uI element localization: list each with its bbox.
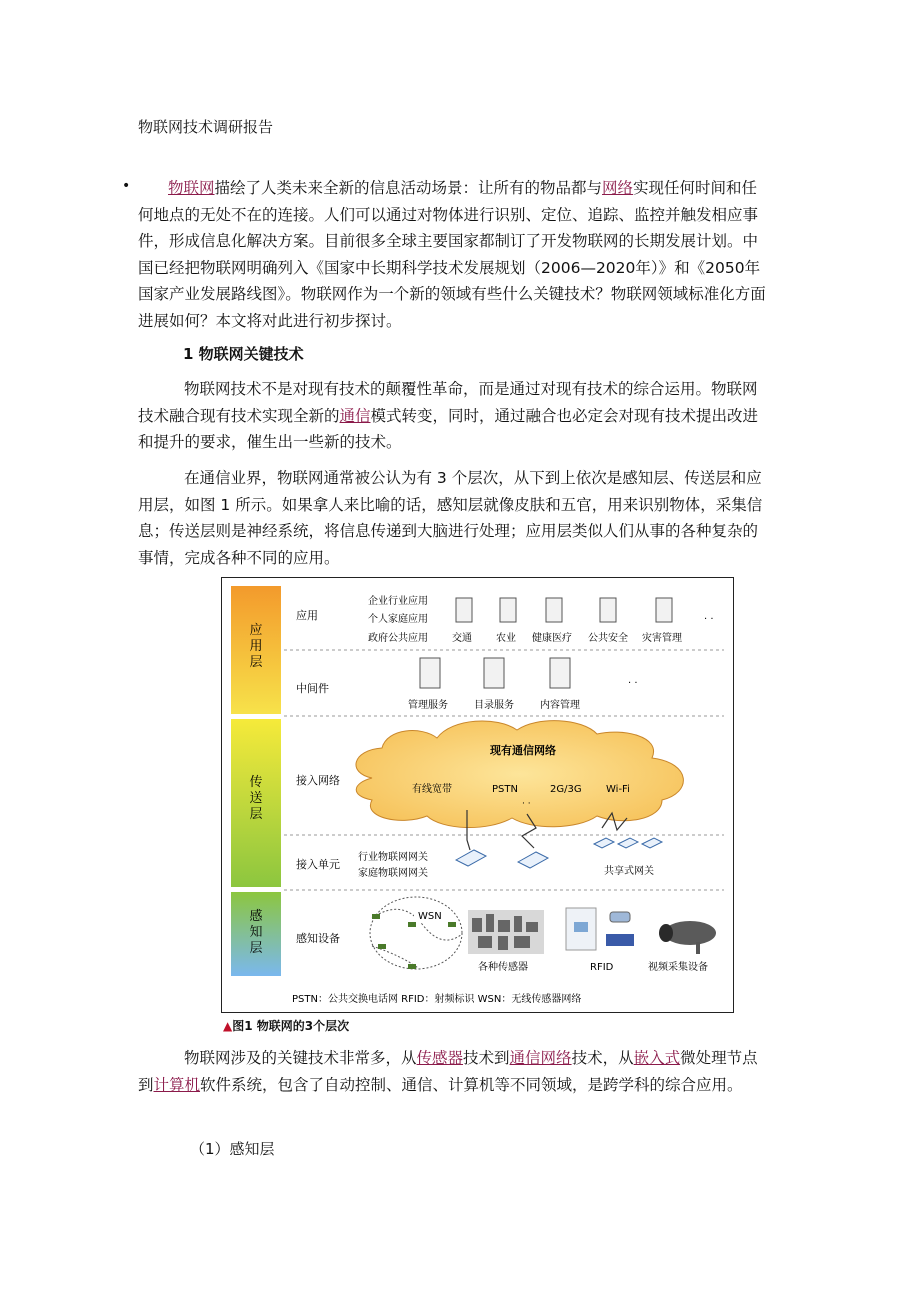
iot-diagram: [222, 578, 733, 1012]
wsn-label: WSN: [418, 911, 442, 922]
link-computer[interactable]: 计算机: [153, 1075, 201, 1094]
subsection-heading: （1）感知层: [190, 1140, 275, 1158]
row-label-access-net: 接入网络: [296, 774, 340, 787]
caption-marker-icon: ▲: [223, 1019, 233, 1033]
bullet-marker: •: [122, 178, 131, 194]
link-iot[interactable]: 物联网: [168, 179, 215, 197]
mw-item-content: 内容管理: [540, 700, 580, 711]
cloud-title: 现有通信网络: [490, 744, 556, 757]
unit-item-home: 家庭物联网网关: [358, 868, 428, 879]
server-icon: [500, 598, 516, 622]
cloud-item-pstn: PSTN: [492, 784, 518, 795]
link-comm-network[interactable]: 通信网络: [509, 1049, 572, 1067]
mw-item-management: 管理服务: [408, 700, 448, 711]
app-item-government: 政府公共应用: [368, 633, 428, 644]
gateway-icon: [518, 852, 548, 868]
sensors-photo: [468, 910, 544, 954]
mw-item-directory: 目录服务: [474, 700, 514, 711]
section-heading: 1 物联网关键技术: [183, 345, 304, 363]
wsn-mesh: [370, 897, 462, 969]
paragraph-3: 物联网涉及的关键技术非常多，从传感器技术到通信网络技术，从嵌入式微处理节点到计算机软件系统，包含了自动控制、通信、计算机等不同领域，是跨学科的综合应用。: [138, 1049, 758, 1094]
server-icon: [600, 598, 616, 622]
unit-item-shared: 共享式网关: [604, 866, 654, 877]
app-item-health: 健康医疗: [532, 633, 572, 644]
app-item-disaster: 灾害管理: [642, 633, 682, 644]
gateway-icon: [642, 838, 662, 848]
cloud-item-wifi: Wi-Fi: [606, 784, 630, 795]
app-item-enterprise: 企业行业应用: [368, 596, 428, 607]
server-icon: [546, 598, 562, 622]
intro-paragraph: 物联网描绘了人类未来全新的信息活动场景：让所有的物品都与网络实现任何时间和任何地点的无处不在的连接。人们可以通过对物体进行识别、定位、追踪、监控并触发相应事件，形成信息化解决方案。目前很多全球主要国家都制订了开发物联网的长期发展计划。中国已经把物联网明确列入《国家中长期科学技术发展规划（2006—2020年）》和《2050年国家产业发展路线图》。物联网作为一个新的领域有些什么关键技术？物联网领域标准化方面进展如何？本文将对此进行初步探讨。: [138, 179, 766, 330]
gateway-icon-group: [456, 838, 662, 868]
link-communication[interactable]: 通信: [339, 406, 371, 425]
camera-label: 视频采集设备: [648, 962, 708, 973]
mw-more-dots: · ·: [628, 678, 638, 689]
link-network[interactable]: 网络: [602, 179, 634, 197]
server-icon: [420, 658, 440, 688]
rfid-label: RFID: [590, 962, 614, 973]
cloud-dots: · ·: [522, 799, 531, 809]
layer-label-sensing: 感知层: [249, 909, 263, 956]
layer-label-app: 应用层: [249, 623, 263, 670]
gateway-icon: [618, 838, 638, 848]
iot-layers-figure: [221, 577, 734, 1013]
app-item-safety: 公共安全: [588, 633, 628, 644]
row-label-middleware: 中间件: [296, 682, 329, 695]
rfid-device-icon: [566, 908, 634, 950]
app-item-agriculture: 农业: [496, 633, 516, 644]
link-sensor[interactable]: 传感器: [416, 1049, 464, 1067]
server-icon: [484, 658, 504, 688]
link-embedded[interactable]: 嵌入式: [633, 1049, 681, 1067]
figure-caption: ▲图1 物联网的3个层次: [223, 1019, 350, 1033]
gateway-icon: [594, 838, 614, 848]
paragraph-2: 在通信业界，物联网通常被公认为有 3 个层次，从下到上依次是感知层、传送层和应用层，如图 1 所示。如果拿人来比喻的话，感知层就像皮肤和五官，用来识别物体，采集信息；传送层则是神经系统，将信息传递到大脑进行处理；应用层类似人们从事的各种复杂的事情，完成各种不同的应用。: [138, 469, 763, 567]
cloud-item-broadband: 有线宽带: [412, 784, 452, 795]
row-label-sensing: 感知设备: [296, 932, 340, 945]
network-cloud: [356, 721, 683, 828]
camera-icon: [659, 921, 716, 954]
gateway-icon: [456, 850, 486, 866]
app-more-dots: · ·: [704, 614, 714, 625]
paragraph-1: 物联网技术不是对现有技术的颠覆性革命，而是通过对现有技术的综合运用。物联网技术融合现有技术实现全新的通信模式转变，同时，通过融合也必定会对现有技术提出改进和提升的要求，催生出一些新的技术。: [138, 380, 759, 451]
document-title: 物联网技术调研报告: [138, 118, 274, 136]
row-label-access-unit: 接入单元: [296, 858, 340, 871]
server-icon: [456, 598, 472, 622]
app-item-personal: 个人家庭应用: [368, 614, 428, 625]
figure-legend: PSTN：公共交换电话网 RFID：射频标识 WSN：无线传感器网络: [292, 994, 582, 1005]
cloud-item-mobile: 2G/3G: [550, 784, 582, 795]
unit-item-industry: 行业物联网网关: [358, 852, 428, 863]
row-label-app: 应用: [296, 609, 318, 622]
server-icon: [550, 658, 570, 688]
layer-label-transport: 传送层: [249, 775, 263, 822]
sensors-label: 各种传感器: [478, 962, 528, 973]
server-icon: [656, 598, 672, 622]
app-item-traffic: 交通: [452, 633, 472, 644]
